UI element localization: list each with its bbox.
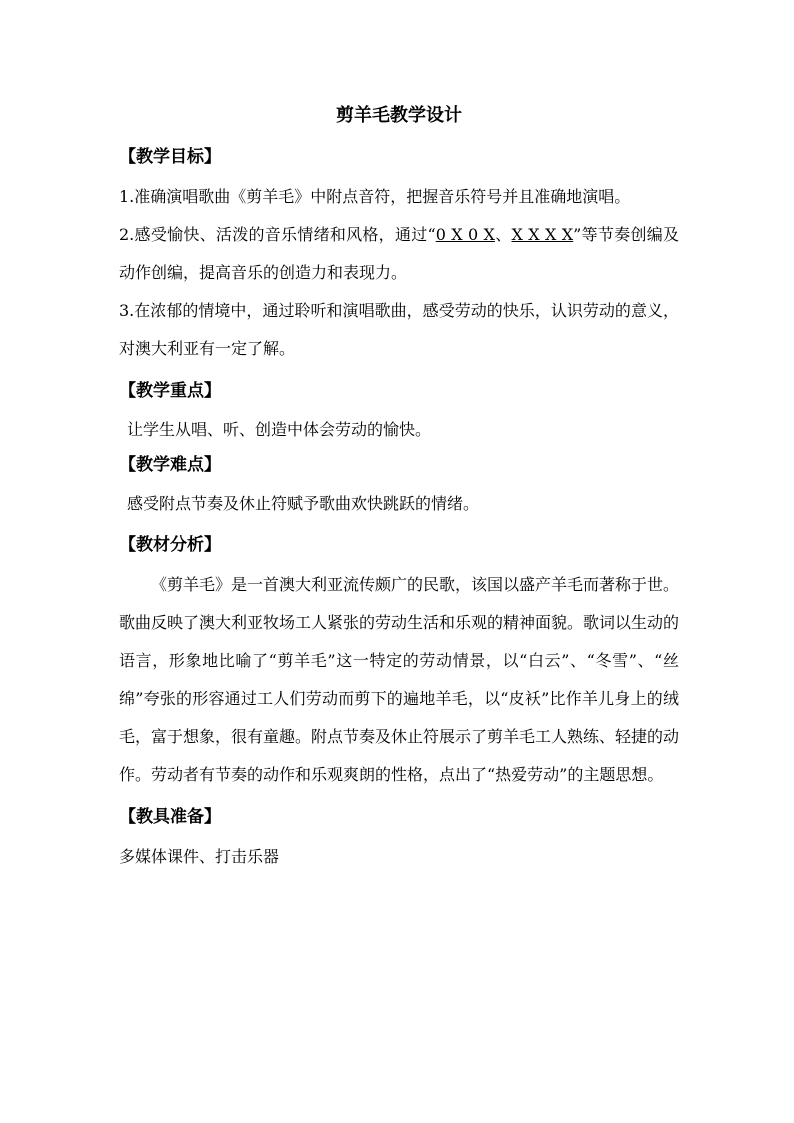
rhythm-pattern-2: X X X X (511, 225, 574, 244)
section-heading-key-points: 【教学重点】 (119, 381, 221, 401)
spacer (119, 794, 679, 800)
goal-item-3: 3.在浓郁的情境中，通过聆听和演唱歌曲，感受劳动的快乐，认识劳动的意义，对澳大利亚有一定了解。 (119, 301, 679, 358)
rhythm-separator: 、 (494, 225, 512, 244)
section-heading-analysis: 【教材分析】 (119, 535, 221, 555)
section-heading-goals: 【教学目标】 (119, 147, 221, 167)
goal-item-2-text-before: 2.感受愉快、活泼的音乐情绪和风格，通过“ (119, 225, 436, 244)
section-heading-difficulties: 【教学难点】 (119, 455, 221, 475)
rhythm-pattern-1: 0 X 0 X (435, 225, 495, 244)
key-points-text: 让学生从唱、听、创造中体会劳动的愉快。 (127, 420, 432, 439)
document-title: 剪羊毛教学设计 (336, 105, 462, 126)
spacer (119, 368, 679, 374)
goal-item-1: 1.准确演唱歌曲《剪羊毛》中附点音符，把握音乐符号并且准确地演唱。 (119, 187, 631, 206)
difficulties-text: 感受附点节奏及休止符赋予歌曲欢快跳跃的情绪。 (127, 494, 480, 513)
materials-text: 多媒体课件、打击乐器 (119, 847, 280, 866)
analysis-text: 《剪羊毛》是一首澳大利亚流传颇广的民歌，该国以盛产羊毛而著称于世。歌曲反映了澳大利亚牧场工人紧张的劳动生活和乐观的精神面貌。歌词以生动的语言，形象地比喻了“剪羊毛”这一特定的劳动情景，以“白云”、“冬雪”、“丝绵”夸张的形容通过工人们劳动而剪下的遍地羊毛，以“皮袄”比作羊儿身上的绒毛，富于想象，很有童趣。附点节奏及休止符展示了剪羊毛工人熟练、轻捷的动作。劳动者有节奏的动作和乐观爽朗的性格，点出了“热爱劳动”的主题思想。 (119, 575, 680, 784)
spacer (119, 522, 679, 528)
section-heading-materials: 【教具准备】 (119, 807, 221, 827)
goal-item-2-text-after: ”等节奏创编及动作创编，提高音乐的创造力和表现力。 (119, 225, 679, 282)
document-page (119, 100, 679, 876)
goal-item-2 (119, 216, 679, 292)
